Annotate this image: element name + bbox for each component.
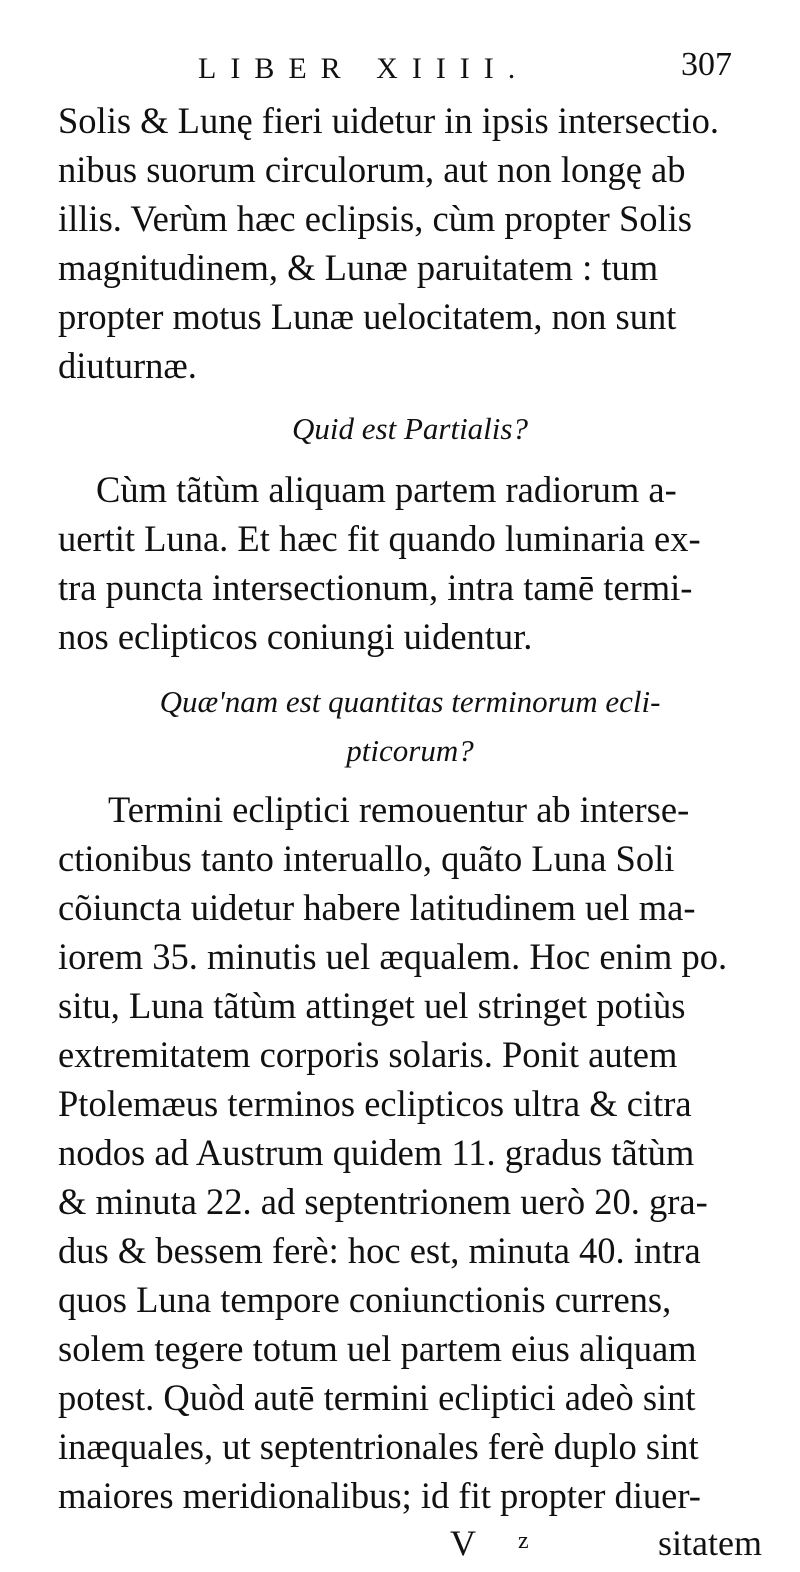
text-line: iorem 35. minutis uel æqualem. Hoc enim po. [58, 936, 728, 977]
text-line: extremitatem corporis solaris. Ponit autem [58, 1034, 678, 1075]
text-line: potest. Quòd autē termini ecliptici adeò sint [58, 1377, 696, 1418]
text-line: dus & bessem ferè: hoc est, minuta 40. intra [58, 1230, 701, 1271]
text-line: Ptolemæus terminos eclipticos ultra & citra [58, 1083, 692, 1124]
running-head-title: LIBER XIIII. [198, 52, 530, 85]
text-line: ctionibus tanto interuallo, quãto Luna Soli [58, 838, 675, 879]
main-text [58, 96, 762, 1520]
running-head [58, 46, 762, 96]
text-line: & minuta 22. ad septentrionem uerò 20. gra- [58, 1181, 708, 1222]
text-line: quos Luna tempore coniunctionis currens, [58, 1279, 672, 1320]
text-line: nos eclipticos coniungi uidentur. [58, 616, 533, 657]
text-line: situ, Luna tãtùm attinget uel stringet potiùs [58, 985, 686, 1026]
text-line: tra puncta intersectionum, intra tamē termi- [58, 567, 693, 608]
signature-mark: V [450, 1523, 476, 1563]
page-number: 307 [681, 46, 732, 83]
text-line: magnitudinem, & Lunæ paruitatem : tum [58, 247, 659, 288]
section-heading-cont: pticorum? [346, 733, 474, 768]
text-line: propter motus Lunæ uelocitatem, non sunt [58, 296, 677, 337]
text-line: Termini ecliptici remouentur ab interse- [108, 789, 690, 830]
text-line: solem tegere totum uel partem eius aliquam [58, 1328, 697, 1369]
text-line: Cùm tãtùm aliquam partem radiorum a- [96, 469, 677, 510]
signature-number: z [518, 1528, 529, 1554]
signature-line [58, 1520, 762, 1572]
text-line: maiores meridionalibus; id fit propter diuer- [58, 1475, 701, 1516]
text-line: illis. Verùm hæc eclipsis, cùm propter Solis [58, 198, 692, 239]
text-line: Solis & Lunę fieri uidetur in ipsis intersectio. [58, 100, 719, 141]
text-line: inæquales, ut septentrionales ferè duplo sint [58, 1426, 699, 1467]
section-heading: Quid est Partialis? [292, 411, 528, 446]
catchword: sitatem [658, 1523, 762, 1563]
text-line: uertit Luna. Et hæc fit quando luminaria ex- [58, 518, 701, 559]
section-heading: Quæ'nam est quantitas terminorum ecli- [159, 684, 661, 719]
text-line: cõiuncta uidetur habere latitudinem uel ma- [58, 887, 696, 928]
text-line: diuturnæ. [58, 345, 197, 386]
text-line: nibus suorum circulorum, aut non longę ab [58, 149, 686, 190]
text-line: nodos ad Austrum quidem 11. gradus tãtùm [58, 1132, 695, 1173]
